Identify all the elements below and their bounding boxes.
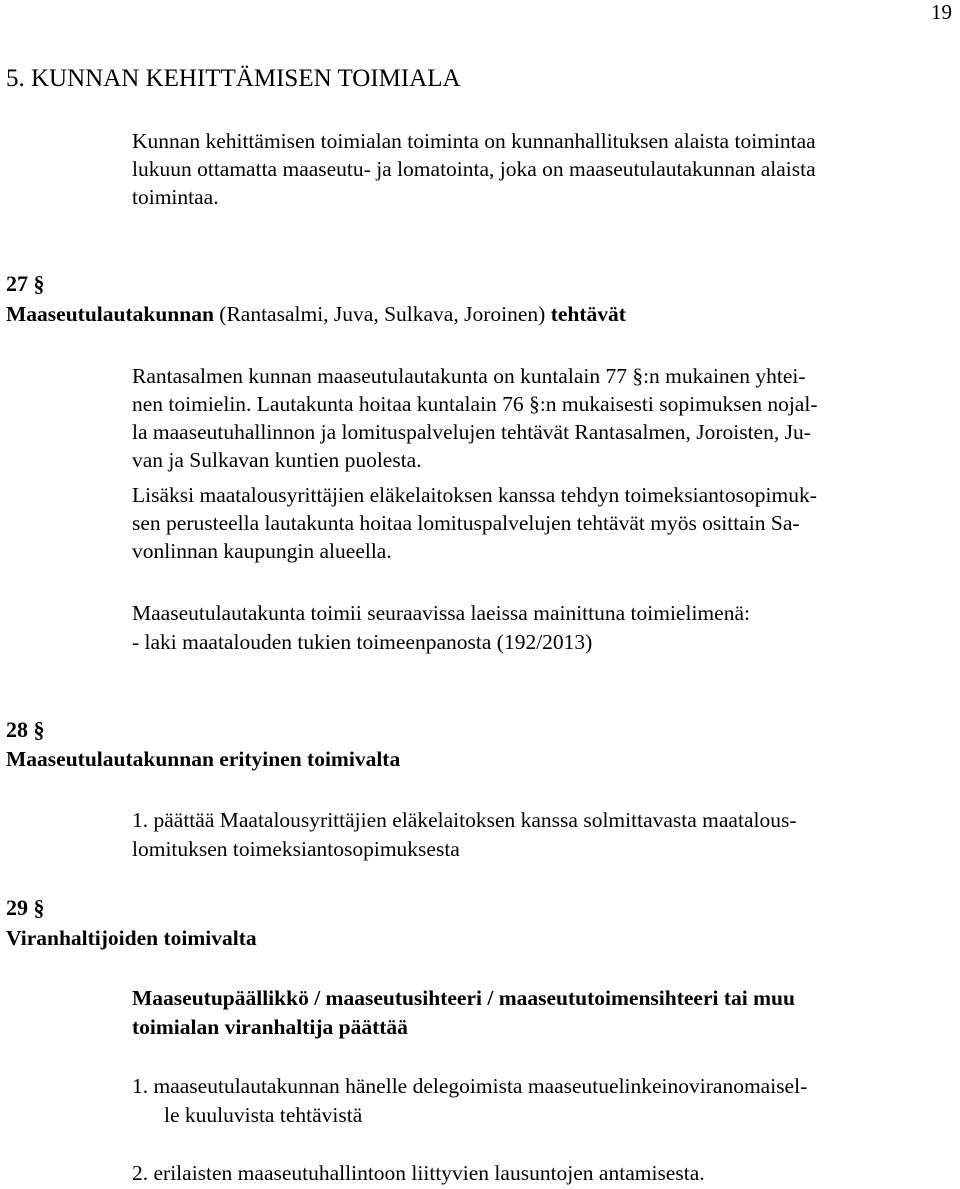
paragraph-line: van ja Sulkavan kuntien puolesta.	[132, 448, 422, 472]
intro-line: lukuun ottamatta maaseutu- ja lomatointa, joka on maaseutulautakunnan alaista	[132, 157, 816, 181]
item-line: lomituksen toimeksiantosopimuksesta	[132, 837, 460, 861]
section-27-title-bold: Maaseutulautakunnan	[6, 302, 214, 326]
subtitle-line: Maaseutupäällikkö / maaseutusihteeri / maaseututoimensihteeri tai muu	[132, 986, 795, 1010]
organ-line: Maaseutulautakunta toimii seuraavissa laeissa mainittuna toimielimenä:	[132, 601, 750, 625]
item-line: le kuuluvista tehtävistä	[164, 1103, 363, 1127]
intro-line: Kunnan kehittämisen toimialan toiminta on kunnanhallituksen alaista toimintaa	[132, 129, 816, 153]
paragraph-line: Lisäksi maatalousyrittäjien eläkelaitoksen kanssa tehdyn toimeksiantosopimuk-	[132, 483, 817, 507]
section-28-number: 28 §	[6, 717, 45, 742]
section-27-title	[6, 300, 626, 328]
section-28-title: Maaseutulautakunnan erityinen toimivalta	[6, 747, 401, 771]
subtitle-line: toimialan viranhaltija päättää	[132, 1015, 408, 1039]
paragraph-line: vonlinnan kaupungin alueella.	[132, 539, 392, 563]
paragraph-line: Rantasalmen kunnan maaseutulautakunta on kuntalain 77 §:n mukainen yhtei-	[132, 364, 806, 388]
paragraph-line: sen perusteella lautakunta hoitaa lomituspalvelujen tehtävät myös osittain Sa-	[132, 511, 800, 535]
intro-line: toimintaa.	[132, 185, 219, 209]
section-27-number: 27 §	[6, 271, 45, 296]
section-29-number: 29 §	[6, 895, 45, 920]
section-27-title-municipalities: (Rantasalmi, Juva, Sulkava, Joroinen)	[219, 302, 546, 326]
section-27-title-bold-end: tehtävät	[550, 302, 626, 326]
section-29-item-2: 2. erilaisten maaseutuhallintoon liittyvien lausuntojen antamisesta.	[132, 1161, 705, 1185]
item-line: 1. päättää Maatalousyrittäjien eläkelaitoksen kanssa solmittavasta maatalous-	[132, 808, 797, 832]
page-number: 19	[931, 0, 952, 24]
organ-line: - laki maatalouden tukien toimeenpanosta (192/2013)	[132, 630, 593, 654]
paragraph-line: la maaseutuhallinnon ja lomituspalvelujen tehtävät Rantasalmen, Joroisten, Ju-	[132, 420, 811, 444]
section-29-title: Viranhaltijoiden toimivalta	[6, 926, 257, 950]
item-line: 1. maaseutulautakunnan hänelle delegoimista maaseutuelinkeinoviranomaisel-	[132, 1074, 808, 1098]
paragraph-line: nen toimielin. Lautakunta hoitaa kuntalain 76 §:n mukaisesti sopimuksen nojal-	[132, 392, 818, 416]
chapter-title: 5. KUNNAN KEHITTÄMISEN TOIMIALA	[6, 65, 461, 92]
